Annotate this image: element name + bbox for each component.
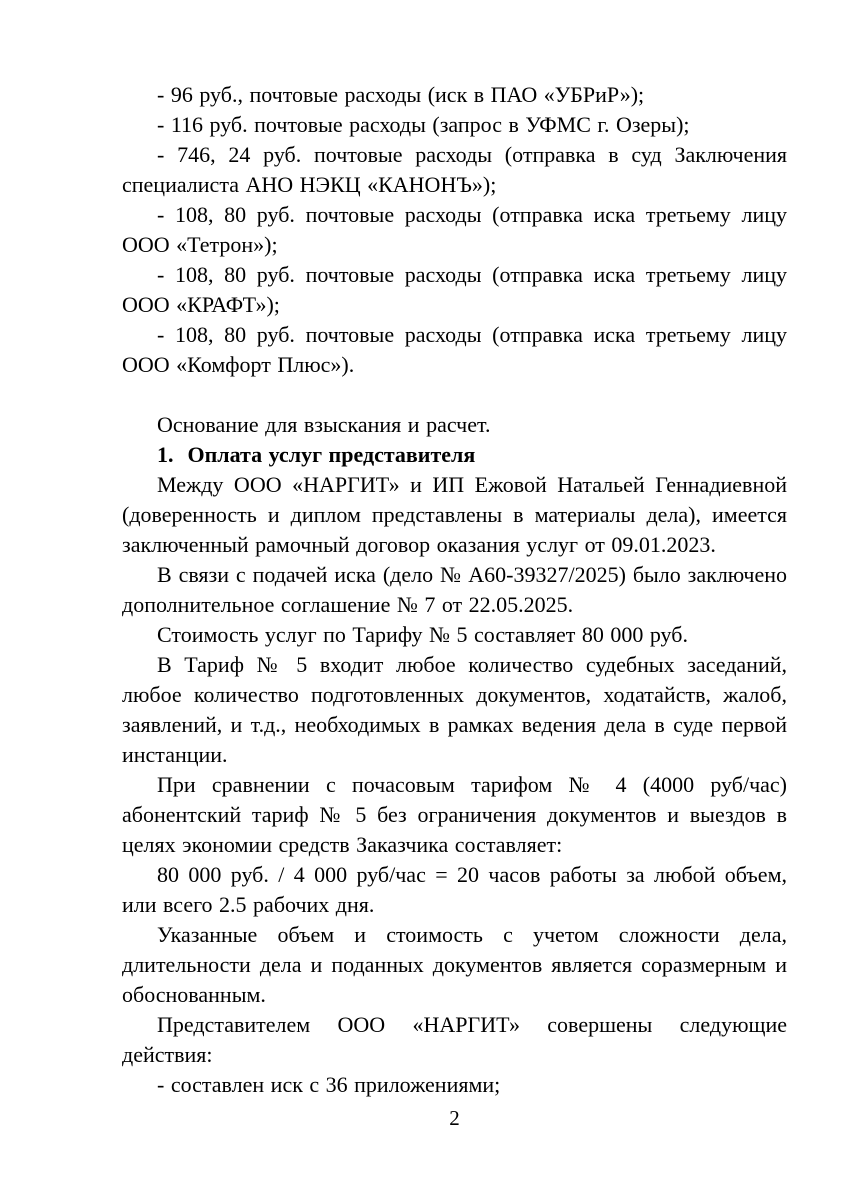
page-number: 2	[449, 1106, 460, 1130]
section-heading-number: 1.	[157, 442, 174, 467]
section-intro: Основание для взыскания и расчет.	[157, 412, 491, 437]
body-paragraph: В Тариф № 5 входит любое количество судебных заседаний, любое количество подготовленных документов, ходатайств, жалоб, заявлений, и т.д., необходимых в рамках ведения дела в суде первой инстанции.	[122, 652, 787, 767]
body-paragraph: При сравнении с почасовым тарифом № 4 (4000 руб/час) абонентский тариф № 5 без ограничения документов и выездов в целях экономии средств Заказчика составляет:	[122, 772, 787, 857]
body-paragraph: 80 000 руб. / 4 000 руб/час = 20 часов работы за любой объем, или всего 2.5 рабочих дня.	[122, 862, 787, 917]
body-paragraph: Между ООО «НАРГИТ» и ИП Ежовой Натальей Геннадиевной (доверенность и диплом представлены в материалы дела), имеется заключенный рамочный договор оказания услуг от 09.01.2023.	[122, 472, 787, 557]
body-paragraph: Представителем ООО «НАРГИТ» совершены следующие действия:	[122, 1012, 787, 1067]
expense-item: - 108, 80 руб. почтовые расходы (отправка иска третьему лицу ООО «Комфорт Плюс»).	[122, 322, 787, 377]
expense-item: - 96 руб., почтовые расходы (иск в ПАО «УБРиР»);	[157, 82, 645, 107]
section-heading-label: Оплата услуг представителя	[187, 442, 476, 467]
expense-item: - 746, 24 руб. почтовые расходы (отправка в суд Заключения специалиста АНО НЭКЦ «КАНОНЪ»);	[122, 142, 787, 197]
expense-item: - 108, 80 руб. почтовые расходы (отправка иска третьему лицу ООО «КРАФТ»);	[122, 262, 787, 317]
section-heading	[122, 440, 787, 470]
expense-item: - 108, 80 руб. почтовые расходы (отправка иска третьему лицу ООО «Тетрон»);	[122, 202, 787, 257]
document-text-block	[122, 80, 787, 1100]
body-paragraph: - составлен иск с 36 приложениями;	[157, 1072, 501, 1097]
body-paragraph: Стоимость услуг по Тарифу № 5 составляет 80 000 руб.	[157, 622, 688, 647]
body-paragraph: Указанные объем и стоимость с учетом сложности дела, длительности дела и поданных документов является соразмерным и обоснованным.	[122, 922, 787, 1007]
expense-item: - 116 руб. почтовые расходы (запрос в УФМС г. Озеры);	[157, 112, 690, 137]
body-paragraph: В связи с подачей иска (дело № А60-39327/2025) было заключено дополнительное соглашение № 7 от 22.05.2025.	[122, 562, 787, 617]
